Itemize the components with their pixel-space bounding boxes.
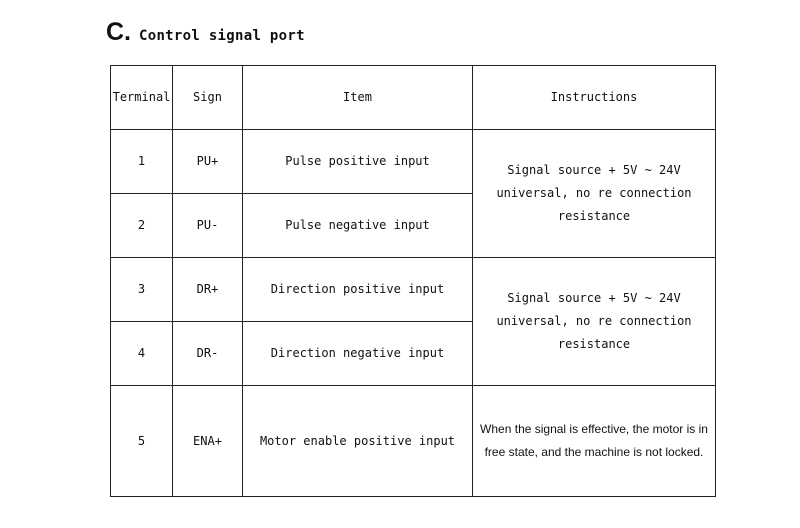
sign-cell: ENA+ bbox=[173, 386, 243, 497]
terminal-cell: 5 bbox=[111, 386, 173, 497]
item-cell: Direction positive input bbox=[243, 258, 473, 322]
item-cell: Direction negative input bbox=[243, 322, 473, 386]
table-row bbox=[111, 258, 716, 322]
header-item: Item bbox=[243, 66, 473, 130]
item-cell: Pulse positive input bbox=[243, 130, 473, 194]
terminal-cell: 3 bbox=[111, 258, 173, 322]
terminal-cell: 1 bbox=[111, 130, 173, 194]
terminal-cell: 4 bbox=[111, 322, 173, 386]
item-cell: Motor enable positive input bbox=[243, 386, 473, 497]
instructions-cell-enable bbox=[473, 386, 716, 497]
section-title: Control signal port bbox=[139, 28, 305, 44]
instructions-text: Signal source + 5V ~ 24V universal, no re connection resistance bbox=[496, 163, 692, 223]
instructions-text: Signal source + 5V ~ 24V universal, no re connection resistance bbox=[496, 291, 692, 351]
section-letter: C. bbox=[106, 18, 131, 46]
instructions-cell-direction bbox=[473, 258, 716, 386]
header-sign: Sign bbox=[173, 66, 243, 130]
item-cell: Pulse negative input bbox=[243, 194, 473, 258]
header-instructions: Instructions bbox=[473, 66, 716, 130]
sign-cell: PU+ bbox=[173, 130, 243, 194]
sign-cell: DR- bbox=[173, 322, 243, 386]
table-row bbox=[111, 130, 716, 194]
sign-cell: PU- bbox=[173, 194, 243, 258]
sign-cell: DR+ bbox=[173, 258, 243, 322]
header-terminal: Terminal bbox=[111, 66, 173, 130]
control-signal-table bbox=[110, 65, 716, 497]
section-heading bbox=[106, 18, 305, 48]
table-header-row bbox=[111, 66, 716, 130]
instructions-text: When the signal is effective, the motor is in free state, and the machine is not locked. bbox=[480, 422, 708, 459]
instructions-cell-pulse bbox=[473, 130, 716, 258]
terminal-cell: 2 bbox=[111, 194, 173, 258]
table-row bbox=[111, 386, 716, 497]
